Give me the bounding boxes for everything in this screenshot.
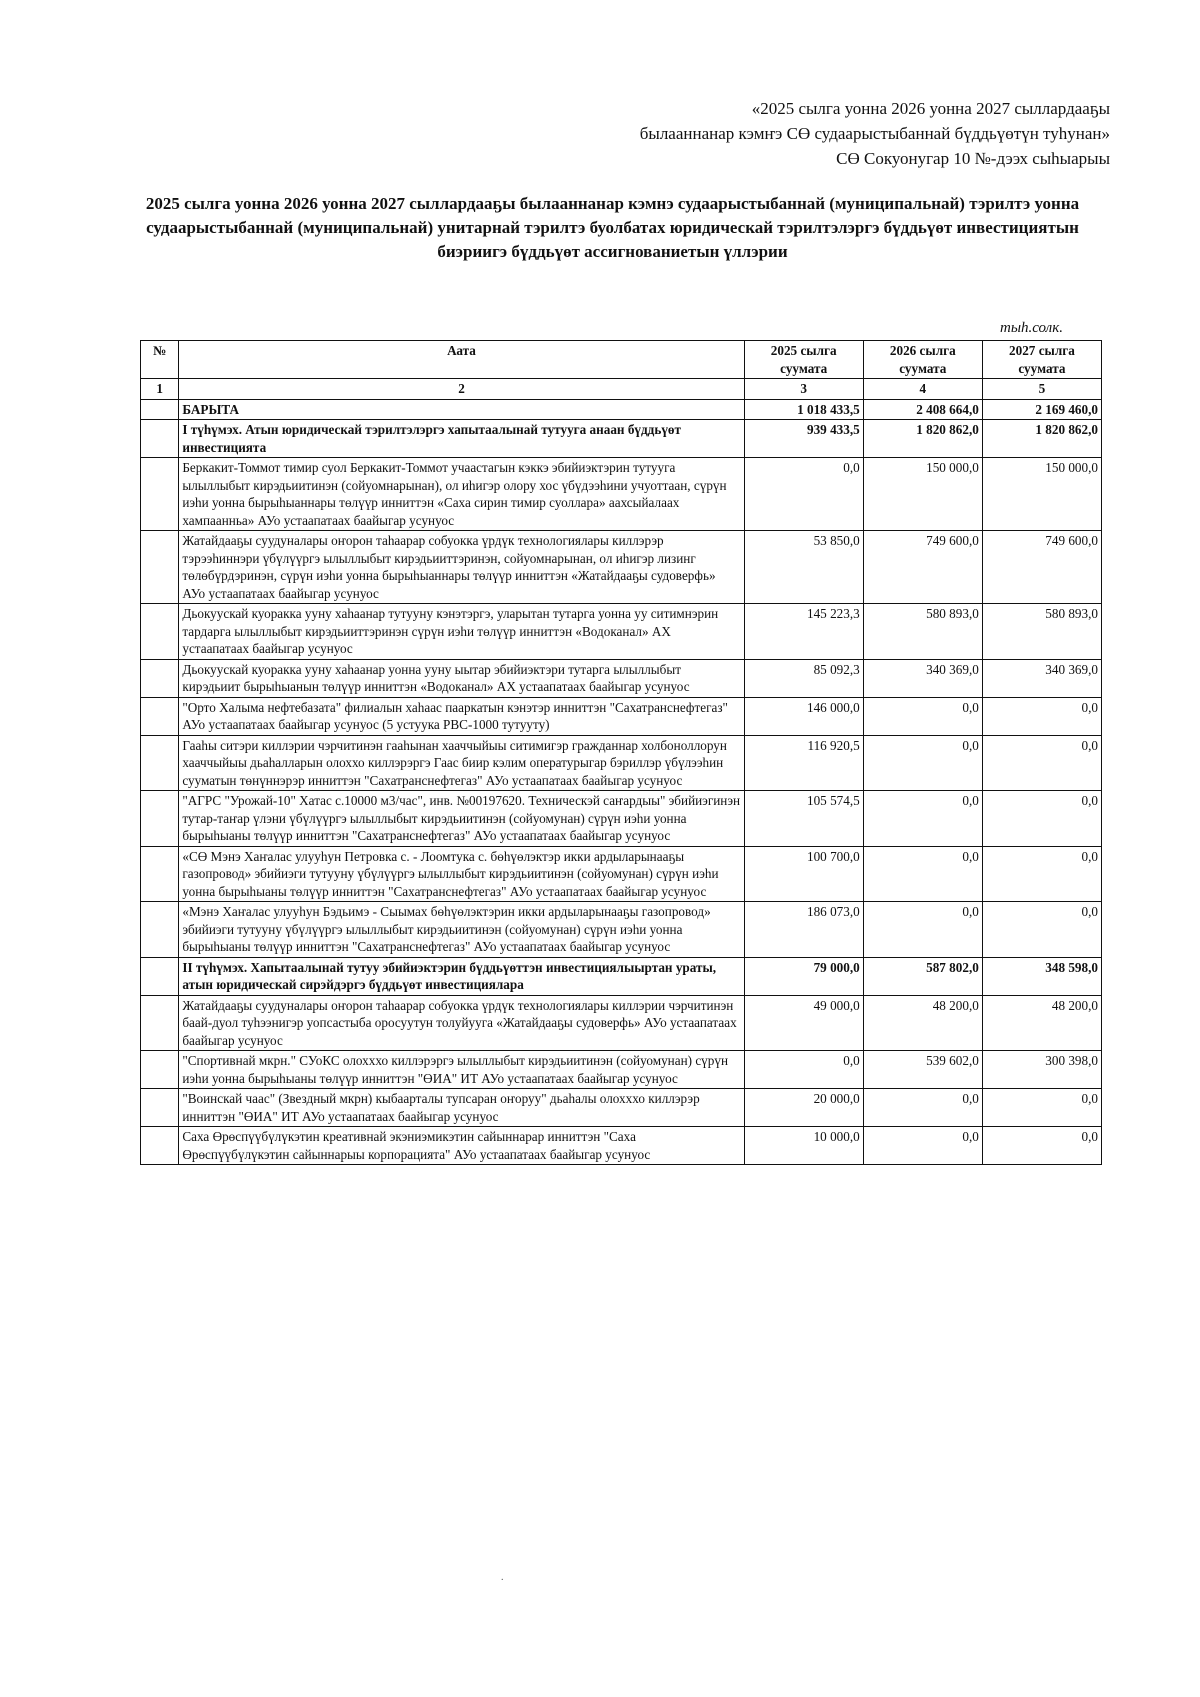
table-row xyxy=(141,604,1102,660)
value-2027: 580 893,0 xyxy=(982,604,1101,660)
header-line-2: былааннанар кэмҥэ СӨ судаарыстыбаннай бүддьүөтүн туһунан» xyxy=(639,124,1110,143)
value-2026: 0,0 xyxy=(863,697,982,735)
row-name: Беркакит-Томмот тимир суол Беркакит-Томмот учаастагын кэккэ эбийиэктэрин тутууга ылыллыбыт кирэдьиитинэн (сойуомнарынан), ол иһигэр олору хос үбүдээһини учуоттаан, сүрүн иэһи уонна бырыһыаннары төлүүр инниттэн «Саха сирин тимир суоллара» аахсыйалаах хампаанньа» АУо устаапатаах баайыгар усунуос xyxy=(179,458,744,531)
table-row xyxy=(141,791,1102,847)
header-line-3: СӨ Сокуонугар 10 №-дээх сыһыарыы xyxy=(836,149,1110,168)
header-no: № xyxy=(141,341,179,379)
value-2025: 85 092,3 xyxy=(744,659,863,697)
value-2025: 116 920,5 xyxy=(744,735,863,791)
row-number xyxy=(141,1089,179,1127)
value-2025: 0,0 xyxy=(744,1051,863,1089)
value-2026: 587 802,0 xyxy=(863,957,982,995)
value-2025: 79 000,0 xyxy=(744,957,863,995)
value-2026: 580 893,0 xyxy=(863,604,982,660)
column-index: 2 xyxy=(179,379,744,400)
units-label: тыһ.солк. xyxy=(1000,320,1063,336)
table-row xyxy=(141,1127,1102,1165)
value-2026: 0,0 xyxy=(863,1089,982,1127)
row-number xyxy=(141,957,179,995)
header-2025: 2025 сылга суумата xyxy=(744,341,863,379)
row-name: "Спортивнай мкрн." СУоКС олохххо киллэрэргэ ылыллыбыт кирэдьиитинэн (сойуомунан) сүрүн иэһи уонна бырыһыаны төлүүр инниттэн "ӨИА" ИТ АУо устаапатаах баайыгар усунуос xyxy=(179,1051,744,1089)
header-name: Аата xyxy=(179,341,744,379)
table-row xyxy=(141,697,1102,735)
row-number xyxy=(141,458,179,531)
value-2026: 340 369,0 xyxy=(863,659,982,697)
row-number xyxy=(141,735,179,791)
value-2027: 150 000,0 xyxy=(982,458,1101,531)
value-2025: 100 700,0 xyxy=(744,846,863,902)
value-2025: 146 000,0 xyxy=(744,697,863,735)
value-2026: 0,0 xyxy=(863,791,982,847)
row-number xyxy=(141,995,179,1051)
value-2027: 749 600,0 xyxy=(982,531,1101,604)
value-2026: 0,0 xyxy=(863,1127,982,1165)
value-2025: 1 018 433,5 xyxy=(744,399,863,420)
column-index: 4 xyxy=(863,379,982,400)
value-2027: 348 598,0 xyxy=(982,957,1101,995)
table-row xyxy=(141,1051,1102,1089)
table-row xyxy=(141,957,1102,995)
value-2026: 539 602,0 xyxy=(863,1051,982,1089)
value-2026: 48 200,0 xyxy=(863,995,982,1051)
table-row xyxy=(141,420,1102,458)
column-index: 1 xyxy=(141,379,179,400)
header-2026: 2026 сылга суумата xyxy=(863,341,982,379)
document-title: 2025 сылга уонна 2026 уонна 2027 сыллардааҕы былааннанар кэмнэ судаарыстыбаннай (муниципальнай) тэрилтэ уонна судаарыстыбаннай (муниципальнай) унитарнай тэрилтэ буолбатах юридическай тэрилтэлэргэ бүддьүөт инвестициятын биэриигэ бүддьүөт ассигнованиетын үллэрии xyxy=(145,194,1080,261)
row-name: Дьокуускай куоракка ууну хаһаанар уонна ууну ыытар эбийиэктэри тутарга ылыллыбыт кирэдьиит бырыһыанын төлүүр инниттэн «Водоканал» АХ устаапатаах баайыгар усунуос xyxy=(179,659,744,697)
table-row xyxy=(141,735,1102,791)
row-name: Саха Өрөспүүбүлүкэтин креативнай экэниэмикэтин сайыннарар инниттэн "Саха Өрөспүүбүлүкэтин сайыннарыы корпорацията" АУо устаапатаах баайыгар усунуос xyxy=(179,1127,744,1165)
value-2026: 0,0 xyxy=(863,902,982,958)
table-header-row xyxy=(141,341,1102,379)
row-name: «Мэнэ Хаҥалас улууһун Бэдьимэ - Сыымах бөһүөлэктэрин икки ардыларынааҕы газопровод» эбийиэги тутууну үбүлүүргэ ылыллыбыт кирэдьиитинэн (сойуомунан) сүрүн иэһи уонна бырыһыаны төлүүр инниттэн "Сахатранснефтегаз" АУо устаапатаах баайыгар усунуос xyxy=(179,902,744,958)
value-2027: 300 398,0 xyxy=(982,1051,1101,1089)
value-2025: 0,0 xyxy=(744,458,863,531)
value-2026: 150 000,0 xyxy=(863,458,982,531)
row-number xyxy=(141,846,179,902)
table-row xyxy=(141,1089,1102,1127)
value-2027: 0,0 xyxy=(982,846,1101,902)
row-number xyxy=(141,531,179,604)
row-name: "АГРС "Урожай-10" Хатас с.10000 м3/час", инв. №00197620. Техническэй саҥардыы" эбийиэгинэн тутар-таҥар үлэни үбүлүүргэ ылыллыбыт кирэдьиитинэн (сойуомунан) сүрүн иэһи уонна бырыһыаны төлүүр инниттэн "Сахатранснефтегаз" АУо устаапатаах баайыгар усунуос xyxy=(179,791,744,847)
row-name: Гааһы ситэри киллэрии чэрчитинэн гааһынан хааччыйыы ситимигэр гражданнар холбоноллорун хааччыйыы дьаһалларын олоххо киллэрэргэ Гаас биир кэлим опературыгар бэриллэр үбүлээһин сууматын төнүннэрэр инниттэн "Сахатранснефтегаз" АУо устаапатаах баайыгар усунуос xyxy=(179,735,744,791)
table-row xyxy=(141,995,1102,1051)
value-2027: 0,0 xyxy=(982,1127,1101,1165)
column-index: 3 xyxy=(744,379,863,400)
value-2027: 340 369,0 xyxy=(982,659,1101,697)
value-2027: 48 200,0 xyxy=(982,995,1101,1051)
header-line-1: «2025 сылга уонна 2026 уонна 2027 сыллардааҕы xyxy=(751,99,1110,118)
table-row xyxy=(141,458,1102,531)
value-2026: 1 820 862,0 xyxy=(863,420,982,458)
row-number xyxy=(141,1051,179,1089)
value-2027: 2 169 460,0 xyxy=(982,399,1101,420)
row-name: I түһүмэх. Атын юридическай тэрилтэлэргэ хапытаалынай тутууга анаан бүддьүөт инвестицията xyxy=(179,420,744,458)
row-number xyxy=(141,791,179,847)
row-name: "Орто Халыма нефтебазата" филиалын хаһаас пааркатын кэнэтэр инниттэн "Сахатранснефтегаз" АУо устаапатаах баайыгар усунуос (5 устуука РВС-1000 тутууту) xyxy=(179,697,744,735)
value-2025: 145 223,3 xyxy=(744,604,863,660)
value-2027: 0,0 xyxy=(982,697,1101,735)
header-2027: 2027 сылга суумата xyxy=(982,341,1101,379)
row-number xyxy=(141,399,179,420)
budget-table xyxy=(140,340,1102,1165)
value-2025: 939 433,5 xyxy=(744,420,863,458)
value-2025: 20 000,0 xyxy=(744,1089,863,1127)
row-name: II түһүмэх. Хапытаалынай тутуу эбийиэктэрин бүддьүөттэн инвестициялыыртан ураты, атын юридическай сирэйдэргэ бүддьүөт инвестициялара xyxy=(179,957,744,995)
document-header xyxy=(640,96,1110,171)
value-2025: 10 000,0 xyxy=(744,1127,863,1165)
row-name: "Воинскай чаас" (Звездный мкрн) кыбаарталы тупсаран оҥоруу" дьаһалы олохххо киллэрэр инниттэн "ӨИА" ИТ АУо устаапатаах баайыгар усунуос xyxy=(179,1089,744,1127)
value-2026: 0,0 xyxy=(863,735,982,791)
value-2026: 0,0 xyxy=(863,846,982,902)
row-name: Жатайдааҕы суудуналары оҥорон таһаарар собуокка үрдүк технологиялары киллэрэр тэрээһиннэри үбүлүүргэ ылыллыбыт кирэдьииттэринэн, сойуомнарынан, ол иһигэр лизинг төлөбүрдэринэн, сүрүн иэһи уонна бырыһыаннары төлүүр инниттэн «Жатайдааҕы судоверфь» АУо устаапатаах баайыгар усунуос xyxy=(179,531,744,604)
value-2025: 49 000,0 xyxy=(744,995,863,1051)
row-name: Жатайдааҕы суудуналары оҥорон таһаарар собуокка үрдүк технологиялары киллэрии чэрчитинэн баай-дуол туһээнигэр уопсастыба оросуутун толуйууга «Жатайдааҕы судоверфь» АУо устаапатаах баайыгар усунуос xyxy=(179,995,744,1051)
scan-dot: . xyxy=(501,1572,504,1583)
table-row xyxy=(141,846,1102,902)
row-name: «СӨ Мэнэ Хаҥалас улууһун Петровка с. - Лоомтука с. бөһүөлэктэр икки ардыларынааҕы газопровод» эбийиэги тутууну үбүлүүргэ ылыллыбыт кирэдьиитинэн (сойуомунан) сүрүн иэһи уонна бырыһыаны төлүүр инниттэн "Сахатранснефтегаз" АУо устаапатаах баайыгар усунуос xyxy=(179,846,744,902)
row-number xyxy=(141,697,179,735)
row-number xyxy=(141,1127,179,1165)
value-2027: 0,0 xyxy=(982,902,1101,958)
row-number xyxy=(141,902,179,958)
value-2025: 53 850,0 xyxy=(744,531,863,604)
row-number xyxy=(141,604,179,660)
row-number xyxy=(141,659,179,697)
row-name: БАРЫТА xyxy=(179,399,744,420)
table-row xyxy=(141,531,1102,604)
value-2027: 1 820 862,0 xyxy=(982,420,1101,458)
value-2027: 0,0 xyxy=(982,735,1101,791)
table-row xyxy=(141,399,1102,420)
value-2025: 105 574,5 xyxy=(744,791,863,847)
row-name: Дьокуускай куоракка ууну хаһаанар тутууну кэнэтэргэ, уларытан тутарга уонна уу ситимнэрин тардарга ылыллыбыт кирэдьииттэринэн сүрүн иэһи төлүүр инниттэн «Водоканал» АХ устаапатаах баайыгар усунуос xyxy=(179,604,744,660)
value-2025: 186 073,0 xyxy=(744,902,863,958)
table-row xyxy=(141,659,1102,697)
table-row xyxy=(141,902,1102,958)
column-index: 5 xyxy=(982,379,1101,400)
column-index-row xyxy=(141,379,1102,400)
value-2026: 749 600,0 xyxy=(863,531,982,604)
row-number xyxy=(141,420,179,458)
value-2026: 2 408 664,0 xyxy=(863,399,982,420)
value-2027: 0,0 xyxy=(982,791,1101,847)
value-2027: 0,0 xyxy=(982,1089,1101,1127)
